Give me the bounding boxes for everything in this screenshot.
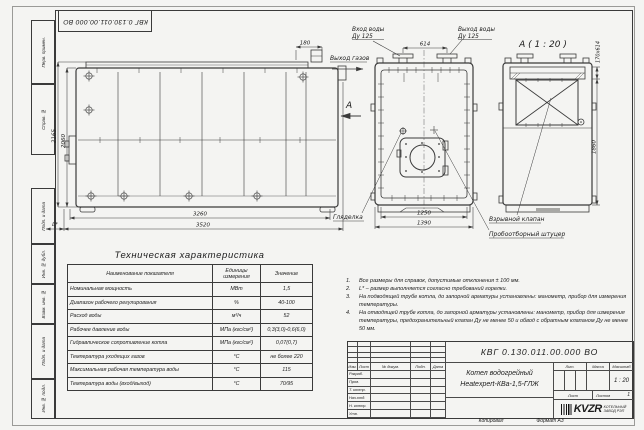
margin-label: Подп. и дата [40,337,46,366]
param-units: °С [213,364,261,378]
doc-number-rotated: КВГ 0.130.011.00.000 ВО [62,17,148,25]
dim-614: 614 [419,41,431,48]
view-a [499,54,596,215]
param-units: м³/ч [213,310,261,324]
sight-glass-label: Гляделка [333,214,363,221]
tech-table-header-row [68,265,313,283]
sheets-label: Листов [596,392,611,398]
side-tick-marks [97,68,300,143]
mass-label: Масса [587,363,610,371]
notes-list [346,278,633,334]
param-name: Максимальная рабочая температура воды [68,364,213,378]
dim-170x614: 170х614 [595,40,602,64]
row-n-kontr: Н. контр. [348,402,371,410]
gas-outlet-label: Выход газов [330,55,370,62]
sampling-fitting-mark [430,126,438,134]
explosion-valve-panel [516,78,578,127]
row-t-kontr: Т. контр. [348,387,371,395]
param-value: 70/95 [261,377,313,391]
side-lifting-marks [84,71,309,202]
param-value: 0,07(0,7) [261,337,313,351]
side-dimensions [46,47,343,231]
side-body [76,68,338,207]
lit-mass-scale-header [554,363,633,371]
table-row [68,364,313,378]
dim-1860: 1860 [591,140,598,154]
explosion-valve-leader [517,98,551,215]
param-units: % [213,296,261,310]
margin-label: Подп. и дата [40,202,46,231]
table-row [68,350,313,364]
table-row [68,296,313,310]
param-value: 115 [261,364,313,378]
param-name: Гидравлическое сопротивление котла [68,337,213,351]
sheets-value: 1 [627,392,630,398]
param-value: 40-100 [261,296,313,310]
table-row [68,283,313,297]
margin-label: Перв. примен. [40,37,46,68]
kvzr-logo-stripes-icon [561,404,572,415]
water-inlet-dn: Ду 125 [352,34,373,40]
sampling-leader [435,131,489,230]
front-view [362,50,489,230]
view-a-flanges [517,54,576,63]
product-name [446,363,554,398]
param-name: Температура уходящих газов [68,350,213,364]
table-row [68,310,313,324]
side-foot-left [80,207,95,212]
col-podp: Подп. [411,363,431,371]
col-docnum: № докум. [371,363,411,371]
col-header-units: Единицы измерения [213,265,261,283]
param-name: Расход воды [68,310,213,324]
param-units: МВт [213,283,261,297]
dim-1390: 1390 [417,220,431,227]
param-units: °С [213,350,261,364]
company-name: КОТЕЛЬНЫЙ ЗАВОД РЭП [603,404,627,413]
col-izm: Изм. [348,363,358,371]
burner-plate [397,138,448,177]
dim-180: 180 [299,40,311,47]
product-name-line1: Котел водогрейный [466,370,533,378]
param-units: МПа (кгс/см²) [213,323,261,337]
table-row [68,337,313,351]
title-block-left-grid [348,342,446,418]
margin-label: Взам. инв. № [40,289,46,319]
row-prov: Пров. [348,379,371,387]
view-a-title: А ( 1 : 20 ) [519,40,567,50]
water-inlet-label: Вход воды [352,27,385,33]
col-data: Дата [431,363,446,371]
scale-value: 1 : 20 [610,371,633,391]
front-dimensions [333,40,492,230]
table-row [68,377,313,391]
tech-table [67,264,313,391]
row-nach-otd: Нач.отд. [348,394,371,402]
water-outlet-dn: Ду 125 [458,34,479,40]
sheet-label: Лист [554,391,593,400]
sight-glass-leader [362,133,401,213]
side-foot-right [320,207,335,212]
sheet-row [554,391,633,400]
col-header-value: Значение [261,265,313,283]
dim-2060: 2060 [61,134,67,148]
param-value: 52 [261,310,313,324]
side-gas-flange [338,66,346,80]
sampling-fitting-label: Пробоотборный штуцер [489,231,566,238]
note-2: 2. L* – размер выполняется согласно требований горелки. [346,285,508,292]
note-4: 4. На отводящей трубе котла, до запорной арматуры установлены: манометр, прибор для измерения температуры, предохранительный клапан Ду не менее 50 и обвод с обратным клапаном Ду не менее 50 мм. [346,309,628,332]
dim-3260: 3260 [193,211,207,218]
note-1: 1. Все размеры для справок, допустимые отклонения ± 100 мм. [346,278,520,284]
param-units: °С [213,377,261,391]
product-name-line2: Heatexpert-КВа-1,5-ГЛЖ [460,381,539,388]
tech-table-title: Техническая характеристика [114,250,265,261]
view-a-gas-duct [510,67,585,79]
param-value: 1,5 [261,283,313,297]
section-letter-A: А [346,101,353,111]
title-block-doc-number: КВГ 0.130.011.00.000 ВО [446,342,633,363]
param-name: Рабочее давление воды [68,323,213,337]
lit-label: Лит. [554,363,587,371]
scale-label: Масштаб [610,363,633,371]
row-razrab: Разраб. [348,371,371,379]
explosion-valve-label: Взрывной клапан [489,216,545,223]
margin-label: Справ. № [40,108,46,130]
param-units: МПа (кгс/см²) [213,337,261,351]
param-name: Диапазон рабочего регулирования [68,296,213,310]
param-value: не более 220 [261,350,313,364]
margin-label: Инв. № подл. [40,384,46,413]
dim-L-star: L* [52,222,58,228]
title-block [347,341,634,419]
manufacturer-logo-cell [554,400,633,418]
copied-label: Копировал [478,418,504,424]
side-view [65,50,346,212]
front-water-flanges [393,54,457,63]
kvzr-logo-text: KVZR [573,403,602,415]
tech-characteristics [67,250,312,391]
param-value: 0,3(3,0)-0,6(6,0) [261,323,313,337]
row-utv: Утв. [348,410,371,418]
title-block-empty-cell [446,398,554,418]
col-header-name: Наименование показателя [68,265,213,283]
param-name: Номинальная мощность [68,283,213,297]
format-label: Формат А3 [536,418,564,424]
col-list: Лист [358,363,371,371]
dim-1250: 1250 [417,210,431,217]
margin-label: Инв. № дубл. [40,249,46,279]
table-row [68,323,313,337]
sight-glass [399,127,407,135]
param-name: Температура воды (вход/выход) [68,377,213,391]
dim-3520: 3520 [196,222,210,229]
note-3: 3. На подводящей трубе котла, до запорной арматуры установлены: манометр, прибор для измерения температуры. [346,293,627,308]
side-panel-lines [78,72,336,196]
water-outlet-label: Выход воды [458,27,495,33]
dim-2165: 2165 [51,129,58,143]
lit-mass-scale-values [554,371,633,391]
